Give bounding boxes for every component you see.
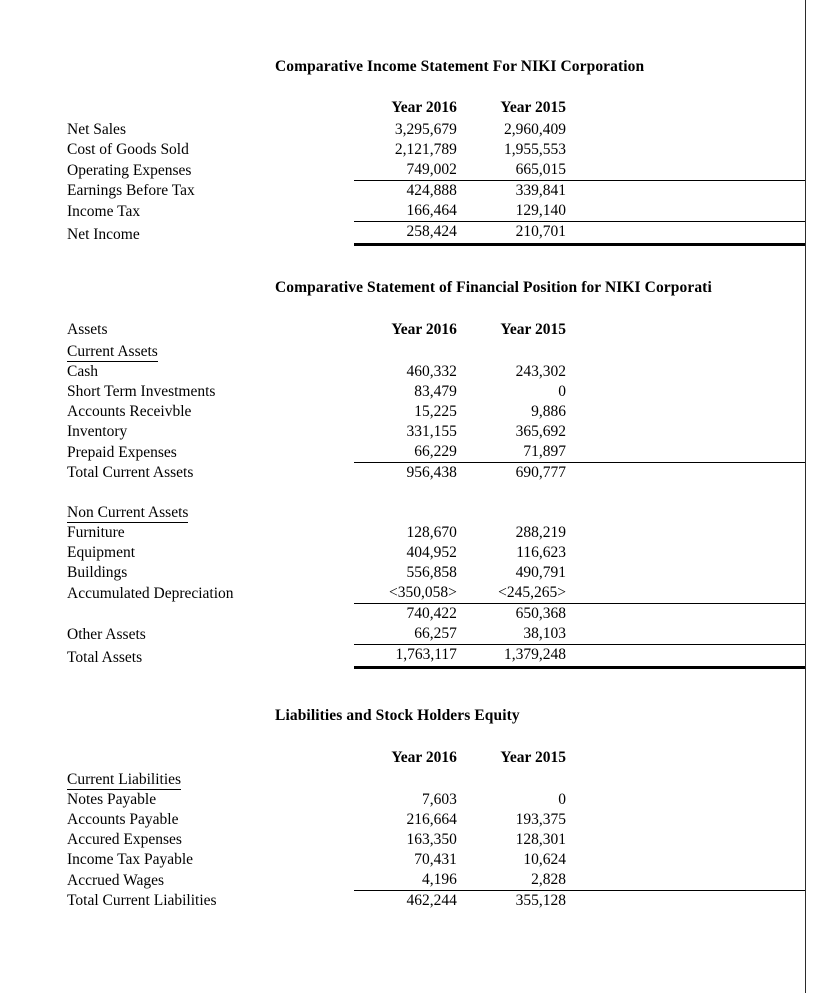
row-value-2016: 166,464	[406, 202, 457, 219]
table-row-total-assets	[0, 645, 805, 668]
row-value-2015: 665,015	[515, 161, 566, 178]
row-label: Other Assets	[67, 625, 146, 643]
row-label: Prepaid Expenses	[67, 443, 177, 461]
row-label: Short Term Investments	[67, 383, 216, 400]
column-header-year-2015: Year 2015	[500, 749, 566, 766]
row-value-2015: 365,692	[515, 423, 566, 440]
row-value-2015: 0	[558, 791, 566, 808]
header-blank	[0, 746, 354, 770]
subsection-heading-current-liabilities	[0, 770, 805, 790]
table-row	[0, 790, 805, 810]
column-header-year-2015: Year 2015	[500, 99, 566, 116]
column-header-year-2015: Year 2015	[500, 321, 566, 338]
current-assets-heading: Current Assets	[67, 343, 158, 360]
row-label: Cash	[67, 363, 98, 380]
row-value-2016: 3,295,679	[394, 121, 457, 138]
column-header-year-2016: Year 2016	[391, 99, 457, 116]
row-label: Notes Payable	[67, 791, 157, 808]
row-label	[0, 604, 354, 625]
row-label: Accrued Wages	[67, 871, 165, 889]
income-statement-title: Comparative Income Statement For NIKI Corporation	[275, 58, 645, 75]
row-value-2016: 4,196	[422, 871, 457, 888]
subsection-heading-current-assets	[0, 342, 805, 362]
table-row-accumulated-depreciation	[0, 583, 805, 604]
row-value-2015: 0	[558, 383, 566, 400]
row-label: Accumulated Depreciation	[67, 584, 234, 602]
row-value-2016: 460,332	[406, 363, 457, 380]
row-label: Accured Expenses	[67, 831, 182, 848]
page-edge-rule	[805, 0, 806, 993]
row-value-2015: 38,103	[523, 625, 566, 642]
row-label: Net Income	[67, 225, 140, 243]
row-value-2015: 1,955,553	[504, 141, 566, 158]
table-header-row	[0, 746, 805, 770]
liabilities-equity-table	[0, 746, 805, 911]
row-label: Inventory	[67, 423, 128, 440]
financial-position-table	[0, 318, 805, 669]
row-value-2015: 650,368	[457, 604, 805, 625]
table-row	[0, 160, 805, 181]
row-value-2016: 66,229	[414, 443, 457, 460]
table-row	[0, 422, 805, 442]
table-row-total	[0, 222, 805, 245]
table-row	[0, 523, 805, 543]
table-row	[0, 563, 805, 583]
row-value-2015: 2,960,409	[504, 121, 566, 138]
header-blank	[0, 96, 354, 120]
row-value-2016: <350,058>	[389, 584, 457, 601]
table-row	[0, 810, 805, 830]
column-header-year-2016: Year 2016	[391, 749, 457, 766]
row-label: Accounts Receivble	[67, 403, 192, 420]
row-value-2016: 740,422	[354, 604, 457, 625]
row-value-2015: 2,828	[531, 871, 566, 888]
table-row	[0, 543, 805, 563]
table-row	[0, 201, 805, 222]
table-row-total-current-liabilities	[0, 891, 805, 912]
row-value-2016: 749,002	[406, 161, 457, 178]
table-row	[0, 140, 805, 160]
row-value-2016: 83,479	[414, 383, 457, 400]
row-value-2015: 10,624	[523, 851, 566, 868]
row-value-2015: 71,897	[523, 443, 566, 460]
row-label: Buildings	[67, 564, 128, 581]
row-label: Furniture	[67, 524, 125, 541]
current-liabilities-heading: Current Liabilities	[67, 771, 182, 788]
row-label: Cost of Goods Sold	[67, 141, 189, 158]
row-value-2016: 2,121,789	[394, 141, 457, 158]
table-row	[0, 442, 805, 463]
row-value-2015: 9,886	[531, 403, 566, 420]
table-row-non-current-assets-subtotal	[0, 604, 805, 625]
row-value-2015: 128,301	[515, 831, 566, 848]
liabilities-equity-title: Liabilities and Stock Holders Equity	[275, 707, 520, 724]
row-spacer	[0, 483, 805, 503]
row-value-2015: 339,841	[457, 181, 805, 202]
row-value-2016: 556,858	[406, 564, 457, 581]
income-statement-table	[0, 96, 805, 246]
table-row	[0, 362, 805, 382]
table-header-row	[0, 318, 805, 342]
subsection-heading-non-current-assets	[0, 503, 805, 523]
row-label: Income Tax Payable	[67, 851, 194, 868]
row-value-2016: 404,952	[406, 544, 457, 561]
row-value-2015: 355,128	[457, 891, 805, 912]
row-label: Total Current Assets	[67, 464, 194, 481]
row-value-2016: 216,664	[406, 811, 457, 828]
row-value-2016: 163,350	[406, 831, 457, 848]
row-value-2015: 129,140	[515, 202, 566, 219]
non-current-assets-heading: Non Current Assets	[67, 504, 189, 521]
row-value-2016: 424,888	[354, 181, 457, 202]
financial-position-title: Comparative Statement of Financial Position for NIKI Corporati	[275, 279, 712, 296]
row-value-2016: 331,155	[406, 423, 457, 440]
row-value-2016: 128,670	[406, 524, 457, 541]
table-row	[0, 870, 805, 891]
row-value-2015: 490,791	[515, 564, 566, 581]
row-value-2015: <245,265>	[498, 584, 566, 601]
table-header-row	[0, 96, 805, 120]
table-row	[0, 830, 805, 850]
row-label: Total Assets	[67, 648, 143, 666]
row-label: Total Current Liabilities	[67, 892, 217, 909]
row-value-2016: 956,438	[354, 463, 457, 484]
table-row	[0, 850, 805, 870]
row-value-2015: 193,375	[515, 811, 566, 828]
table-row	[0, 382, 805, 402]
row-value-2015: 288,219	[515, 524, 566, 541]
row-value-2016: 70,431	[414, 851, 457, 868]
row-value-2015: 243,302	[515, 363, 566, 380]
column-header-year-2016: Year 2016	[391, 321, 457, 338]
row-value-2015: 116,623	[516, 544, 566, 561]
row-value-2016: 15,225	[414, 403, 457, 420]
row-value-2015: 210,701	[457, 222, 805, 245]
table-row	[0, 402, 805, 422]
row-value-2016: 66,257	[414, 625, 457, 642]
table-row-total-current-assets	[0, 463, 805, 484]
row-label: Operating Expenses	[67, 161, 192, 179]
row-value-2016: 7,603	[422, 791, 457, 808]
assets-label: Assets	[67, 321, 108, 338]
row-label: Earnings Before Tax	[67, 182, 195, 199]
row-value-2016: 258,424	[354, 222, 457, 245]
row-label: Net Sales	[67, 121, 126, 138]
row-label: Equipment	[67, 544, 136, 561]
table-row	[0, 120, 805, 140]
row-value-2016: 1,763,117	[354, 645, 457, 668]
table-row-other-assets	[0, 624, 805, 645]
row-value-2015: 1,379,248	[457, 645, 805, 668]
row-label: Accounts Payable	[67, 811, 179, 828]
row-value-2015: 690,777	[457, 463, 805, 484]
row-value-2016: 462,244	[354, 891, 457, 912]
table-row-subtotal	[0, 181, 805, 202]
row-label: Income Tax	[67, 202, 141, 220]
